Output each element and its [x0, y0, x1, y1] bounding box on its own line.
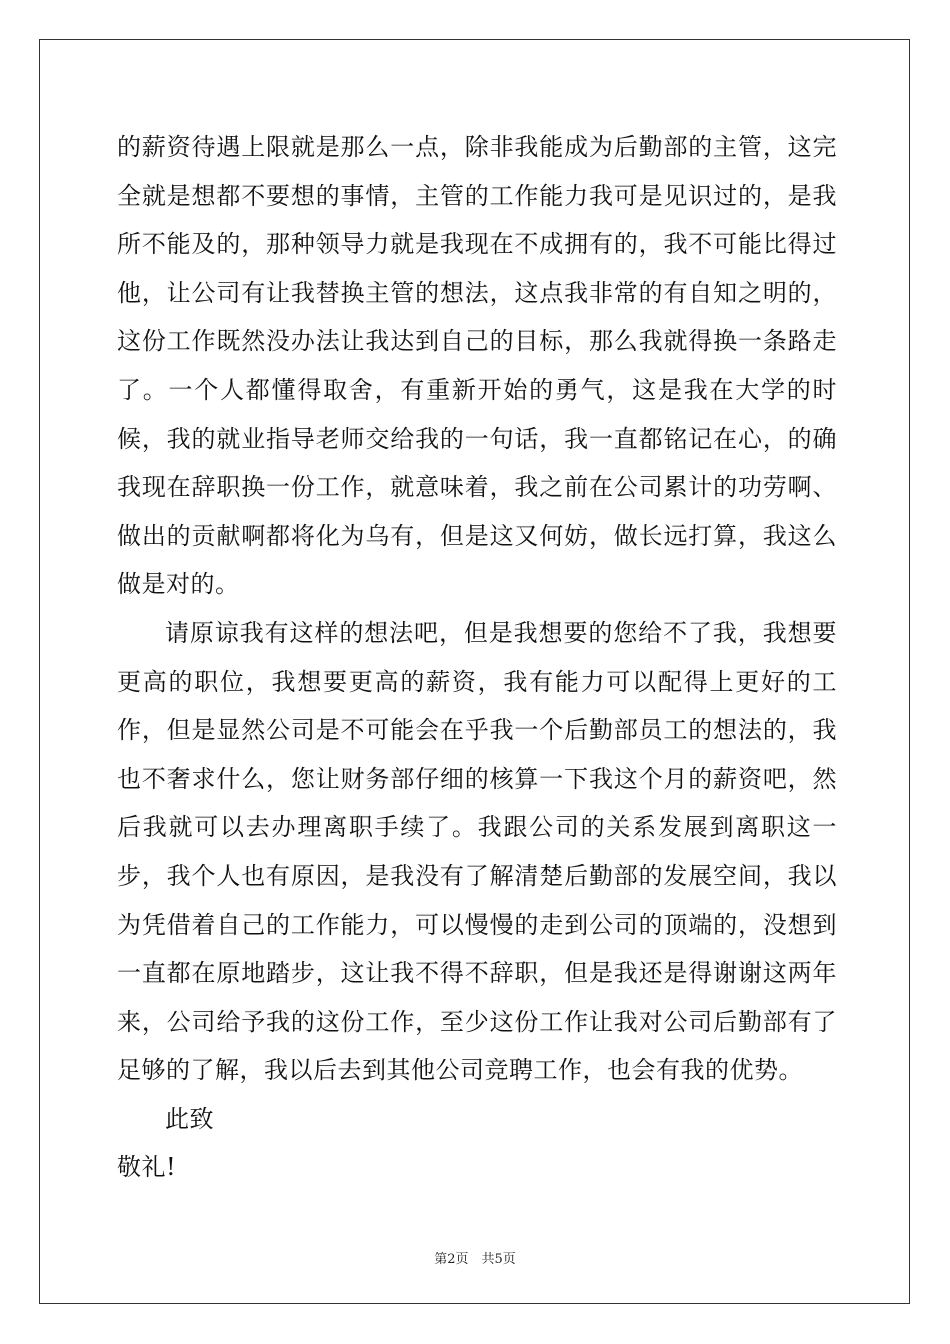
salutation: 敬礼!	[117, 1153, 177, 1182]
letter-body	[117, 123, 837, 1192]
closing-phrase: 此致	[165, 1104, 214, 1133]
page-number: 第2页 共5页	[434, 1252, 516, 1267]
paragraph-continued: 的薪资待遇上限就是那么一点，除非我能成为后勤部的主管，这完全就是想都不要想的事情，主管的工作能力我可是见识过的，是我所不能及的，那种领导力就是我现在不成拥有的，我不可能比得过他，让公司有让我替换主管的想法，这点我非常的有自知之明的，这份工作既然没办法让我达到自己的目标，那么我就得换一条路走了。一个人都懂得取舍，有重新开始的勇气，这是我在大学的时候，我的就业指导老师交给我的一句话，我一直都铭记在心，的确我现在辞职换一份工作，就意味着，我之前在公司累计的功劳啊、做出的贡献啊都将化为乌有，但是这又何妨，做长远打算，我这么做是对的。	[117, 133, 837, 599]
paragraph-request: 请原谅我有这样的想法吧，但是我想要的您给不了我，我想要更高的职位，我想要更高的薪资，我有能力可以配得上更好的工作，但是显然公司是不可能会在乎我一个后勤部员工的想法的，我也不奢求什么，您让财务部仔细的核算一下我这个月的薪资吧，然后我就可以去办理离职手续了。我跟公司的关系发展到离职这一步，我个人也有原因，是我没有了解清楚后勤部的发展空间，我以为凭借着自己的工作能力，可以慢慢的走到公司的顶端的，没想到一直都在原地踏步，这让我不得不辞职，但是我还是得谢谢这两年来，公司给予我的这份工作，至少这份工作让我对公司后勤部有了足够的了解，我以后去到其他公司竞聘工作，也会有我的优势。	[117, 618, 837, 1085]
